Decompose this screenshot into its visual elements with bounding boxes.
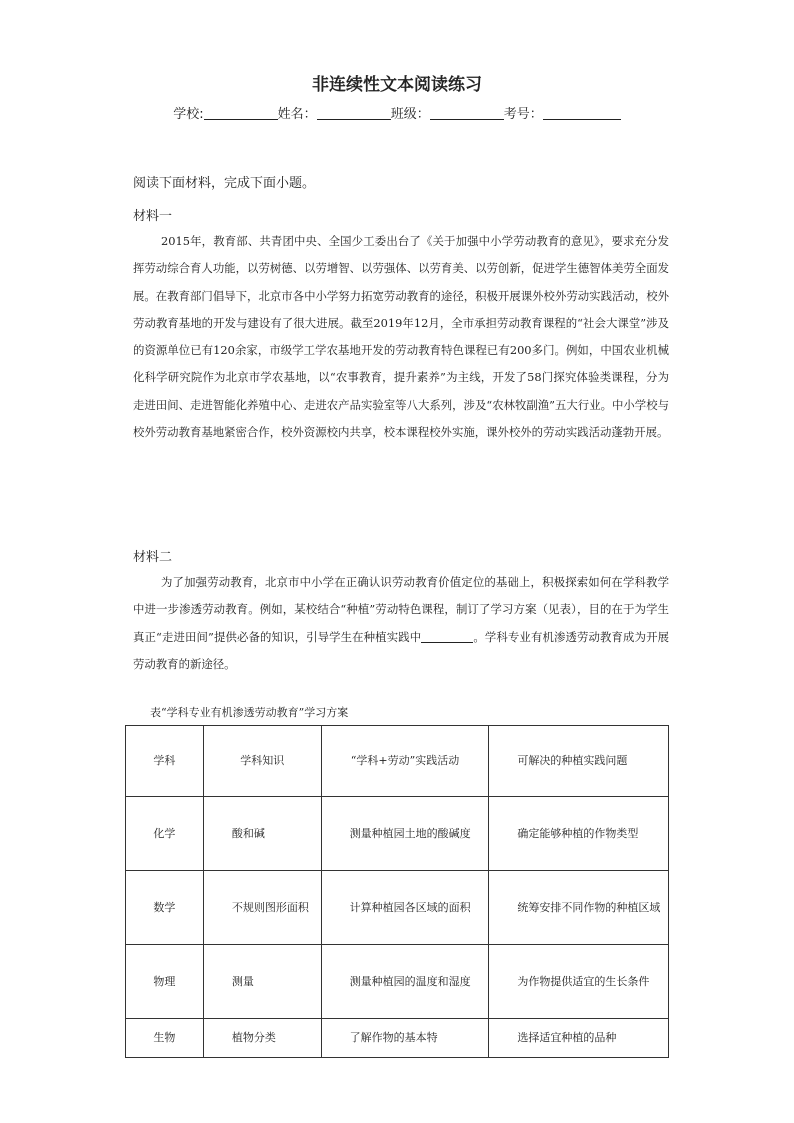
class-label: 班级： — [390, 107, 430, 122]
table-header-row — [126, 726, 669, 797]
name-label: 姓名： — [277, 107, 317, 122]
school-label: 学校: — [173, 107, 204, 122]
cell-subject: 数学 — [126, 871, 204, 945]
cell-activity: 了解作物的基本特 — [321, 1019, 489, 1058]
material2-paragraph — [133, 569, 669, 678]
header-knowledge: 学科知识 — [203, 726, 321, 797]
material1-heading: 材料一 — [133, 209, 173, 224]
header-subject: 学科 — [126, 726, 204, 797]
cell-subject: 物理 — [126, 945, 204, 1019]
student-info-line — [0, 103, 794, 122]
table-caption: 表“学科专业有机渗透劳动教育”学习方案 — [150, 706, 349, 719]
cell-activity: 计算种植园各区域的面积 — [321, 871, 489, 945]
header-activity: “学科+劳动”实践活动 — [321, 726, 489, 797]
cell-knowledge: 植物分类 — [203, 1019, 321, 1058]
table-row — [126, 945, 669, 1019]
exam-number-label: 考号： — [503, 107, 543, 122]
exam-number-blank — [543, 106, 621, 120]
header-problem: 可解决的种植实践问题 — [489, 726, 669, 797]
cell-problem: 为作物提供适宜的生长条件 — [489, 945, 669, 1019]
table-row — [126, 871, 669, 945]
instruction: 阅读下面材料，完成下面小题。 — [133, 176, 316, 191]
page-title: 非连续性文本阅读练习 — [312, 75, 482, 95]
table-row — [126, 1019, 669, 1058]
cell-activity: 测量种植园的温度和湿度 — [321, 945, 489, 1019]
class-blank — [430, 106, 504, 120]
cell-knowledge: 测量 — [203, 945, 321, 1019]
cell-activity: 测量种植园土地的酸碱度 — [321, 797, 489, 871]
material2-heading: 材料二 — [133, 550, 173, 565]
cell-problem: 确定能够种植的作物类型 — [489, 797, 669, 871]
material1-paragraph: 2015年，教育部、共青团中央、全国少工委出台了《关于加强中小学劳动教育的意见》，要求充分发挥劳动综合育人功能，以劳树德、以劳增智、以劳强体、以劳育美、以劳创新，促进学生德智体美劳全面发展。在教育部门倡导下，北京市各中小学努力拓宽劳动教育的途径，积极开展课外校外劳动实践活动，校外劳动教育基地的开发与建设有了很大进展。截至2019年12月，全市承担劳动教育课程的“社会大课堂”涉及的资源单位已有120余家，市级学工学农基地开发的劳动教育特色课程已有200多门。例如，中国农业机械化科学研究院作为北京市学农基地，以“农事教育，提升素养”为主线，开发了58门探究体验类课程，分为走进田间、走进智能化养殖中心、走进农产品实验室等八大系列，涉及“农林牧副渔”五大行业。中小学校与校外劳动教育基地紧密合作，校外资源校内共享，校本课程校外实施，课外校外的劳动实践活动蓬勃开展。 — [133, 234, 669, 440]
answer-blank — [421, 630, 473, 643]
learning-plan-table — [125, 725, 669, 1058]
table-row — [126, 797, 669, 871]
material2-text-after: 。学科专业有机渗透劳动教育成为开展劳动教育的新途径。 — [133, 629, 669, 671]
name-blank — [317, 106, 391, 120]
cell-knowledge: 不规则图形面积 — [203, 871, 321, 945]
school-blank — [204, 106, 278, 120]
cell-subject: 化学 — [126, 797, 204, 871]
cell-problem: 统筹安排不同作物的种植区域 — [489, 871, 669, 945]
material2-text-before: 为了加强劳动教育，北京市中小学在正确认识劳动教育价值定位的基础上，积极探索如何在学科教学中进一步渗透劳动教育。例如，某校结合“种植”劳动特色课程，制订了学习方案（见表），目的在于为学生真正“走进田间”提供必备的知识，引导学生在种植实践中 — [133, 575, 669, 644]
cell-problem: 选择适宜种植的品种 — [489, 1019, 669, 1058]
cell-subject: 生物 — [126, 1019, 204, 1058]
cell-knowledge: 酸和碱 — [203, 797, 321, 871]
